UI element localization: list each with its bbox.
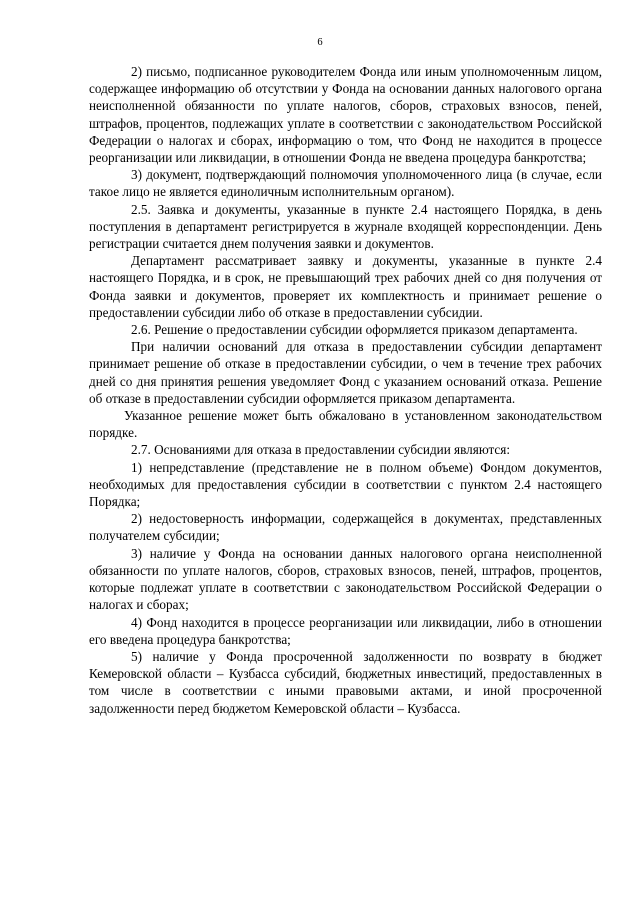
refusal-ground-2: 2) недостоверность информации, содержащейся в документах, представленных получателем субсидии; (89, 511, 602, 544)
paragraph-2-6: 2.6. Решение о предоставлении субсидии оформляется приказом департамента. (131, 322, 578, 338)
paragraph-item-2-letter: 2) письмо, подписанное руководителем Фонда или иным уполномоченным лицом, содержащее информацию об отсутствии у Фонда на основании данных налогового органа неисполненной обязанности по уплате налогов, сборов, страховых взносов, пеней, штрафов, процентов, подлежащих уплате в соответствии с законодательством Российской Федерации о налогах и сборах, информацию о том, что Фонд не находится в процессе реорганизации или ликвидации, в отношении Фонда не введена процедура банкротства; (89, 64, 602, 166)
paragraph-2-7: 2.7. Основаниями для отказа в предоставлении субсидии являются: (131, 442, 511, 458)
paragraph-appeal: Указанное решение может быть обжаловано в установленном законодательством порядке. (89, 408, 602, 441)
paragraph-2-5: 2.5. Заявка и документы, указанные в пункте 2.4 настоящего Порядка, в день поступления в департамент регистрируется в журнале входящей корреспонденции. День регистрации считается днем получения заявки и документов. (89, 201, 602, 252)
refusal-ground-1: 1) непредставление (представление не в полном объеме) Фондом документов, необходимых для предоставления субсидии в соответствии с пунктом 2.4 настоящего Порядка; (89, 459, 602, 510)
document-body (89, 63, 602, 717)
paragraph-refusal-decision: При наличии оснований для отказа в предоставлении субсидии департамент принимает решение об отказе в предоставлении субсидии, о чем в течение трех рабочих дней со дня принятия решения уведомляет Фонд с указанием оснований отказа. Решение об отказе в предоставлении субсидии оформляется приказом департамента. (89, 339, 602, 406)
refusal-ground-3: 3) наличие у Фонда на основании данных налогового органа неисполненной обязанности по уплате налогов, сборов, страховых взносов, пеней, штрафов, процентов, которые подлежат уплате в соответствии с законодательством Российской Федерации о налогах и сборах; (89, 545, 602, 613)
refusal-ground-4: 4) Фонд находится в процессе реорганизации или ликвидации, либо в отношении его введена процедура банкротства; (89, 614, 602, 647)
paragraph-department-review: Департамент рассматривает заявку и документы, указанные в пункте 2.4 настоящего Порядка, и в срок, не превышающий трех рабочих дней со дня получения от Фонда заявки и документов, проверяет их комплектность и принимает решение о предоставлении субсидии либо об отказе в предоставлении субсидии. (89, 253, 602, 320)
page-number: 6 (317, 37, 323, 48)
refusal-ground-5: 5) наличие у Фонда просроченной задолженности по возврату в бюджет Кемеровской области – Кузбасса субсидий, бюджетных инвестиций, предоставленных в том числе в соответствии с иными правовыми актами, и иной просроченной задолженности перед бюджетом Кемеровской области – Кузбасса. (89, 648, 602, 716)
paragraph-item-3-authority-document: 3) документ, подтверждающий полномочия уполномоченного лица (в случае, если такое лицо не является единоличным исполнительным органом). (89, 167, 602, 200)
